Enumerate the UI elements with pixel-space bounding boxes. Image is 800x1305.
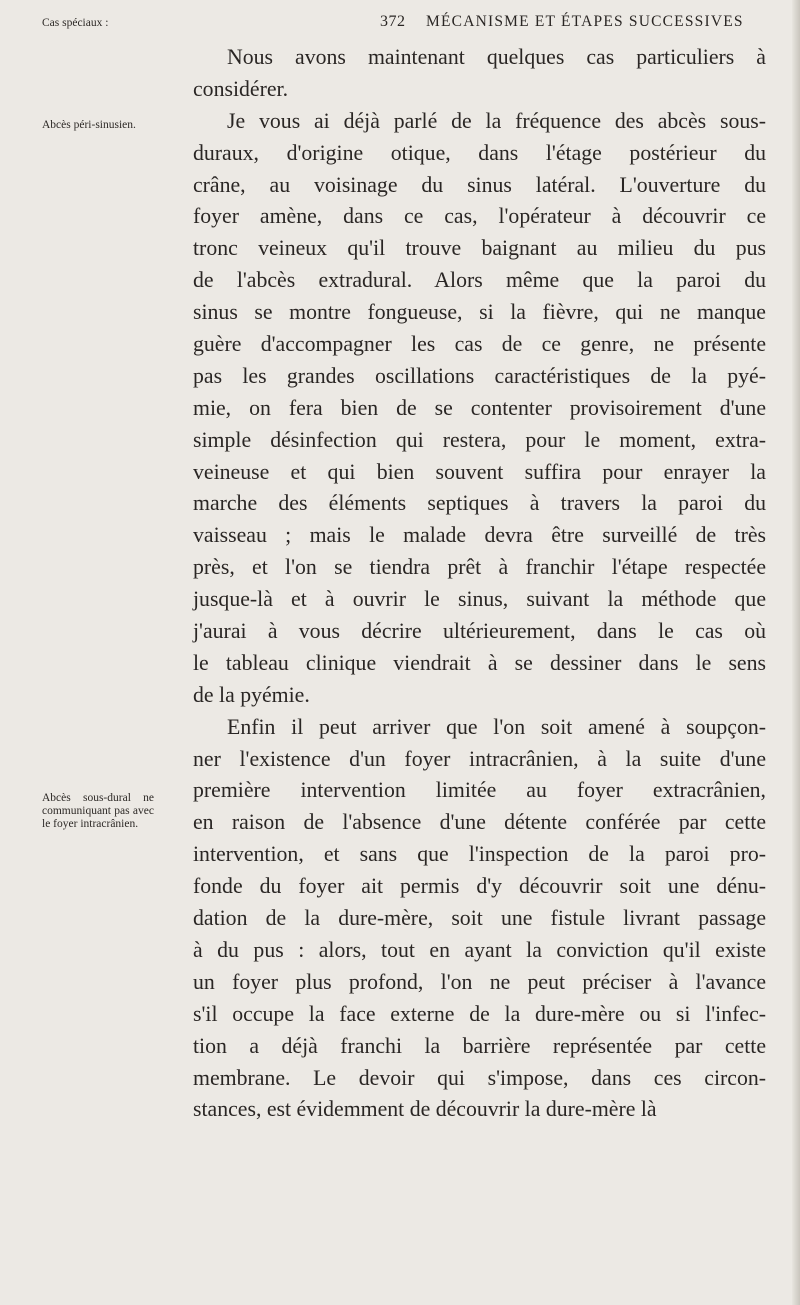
text-line: stances, est évidemment de découvrir la dure-mère là bbox=[193, 1097, 657, 1122]
margin-note-cas-speciaux: Cas spéciaux : bbox=[42, 17, 109, 29]
paragraph bbox=[193, 42, 766, 106]
text-line: fonde du foyer ait permis d'y découvrir soit une dénu- bbox=[193, 874, 766, 899]
text-line: mie, on fera bien de se contenter provisoirement d'une bbox=[193, 395, 766, 420]
paragraph bbox=[193, 712, 766, 1127]
paragraph bbox=[193, 106, 766, 712]
margin-note-abces-peri-sinusien: Abcès péri-sinusien. bbox=[42, 119, 136, 131]
margin-note-abces-sous-dural: Abcès sous-dural ne communiquant pas avec le foyer intracrânien. bbox=[42, 792, 154, 830]
text-line: intervention, et sans que l'inspection de la paroi pro- bbox=[193, 842, 766, 867]
text-line: ner l'existence d'un foyer intracrânien, à la suite d'une bbox=[193, 746, 766, 771]
body-text bbox=[193, 42, 766, 1126]
text-line: Je vous ai déjà parlé de la fréquence des abcès sous- bbox=[227, 108, 766, 133]
text-line: foyer amène, dans ce cas, l'opérateur à découvrir ce bbox=[193, 204, 766, 229]
text-line: veineuse et qui bien souvent suffira pour enrayer la bbox=[193, 459, 766, 484]
page-edge bbox=[792, 0, 800, 1305]
text-line: crâne, au voisinage du sinus latéral. L'ouverture du bbox=[193, 172, 766, 197]
text-line: tronc veineux qu'il trouve baignant au milieu du pus bbox=[193, 236, 766, 261]
text-line: de l'abcès extradural. Alors même que la paroi du bbox=[193, 268, 766, 293]
text-line: vaisseau ; mais le malade devra être surveillé de très bbox=[193, 523, 766, 548]
text-line: dation de la dure-mère, soit une fistule livrant passage bbox=[193, 906, 766, 931]
text-line: simple désinfection qui restera, pour le moment, extra- bbox=[193, 427, 766, 452]
text-line: le tableau clinique viendrait à se dessiner dans le sens bbox=[193, 650, 766, 675]
text-line: à du pus : alors, tout en ayant la conviction qu'il existe bbox=[193, 937, 766, 962]
text-line: j'aurai à vous décrire ultérieurement, dans le cas où bbox=[193, 619, 766, 644]
text-line: Nous avons maintenant quelques cas particuliers à bbox=[227, 45, 766, 69]
running-title: MÉCANISME ET ÉTAPES SUCCESSIVES bbox=[426, 13, 744, 30]
page-number: 372 bbox=[380, 13, 406, 30]
text-line: duraux, d'origine otique, dans l'étage postérieur du bbox=[193, 140, 766, 165]
text-line: de la pyémie. bbox=[193, 682, 310, 707]
text-line: s'il occupe la face externe de la dure-mère ou si l'infec- bbox=[193, 1001, 766, 1026]
text-line: tion a déjà franchi la barrière représentée par cette bbox=[193, 1033, 766, 1058]
text-line: près, et l'on se tiendra prêt à franchir l'étape respectée bbox=[193, 555, 766, 580]
text-line: en raison de l'absence d'une détente conférée par cette bbox=[193, 810, 766, 835]
text-line: pas les grandes oscillations caractéristiques de la pyé- bbox=[193, 363, 766, 388]
text-line: jusque-là et à ouvrir le sinus, suivant la méthode que bbox=[193, 587, 766, 612]
text-line: membrane. Le devoir qui s'impose, dans ces circon- bbox=[193, 1065, 766, 1090]
text-line: Enfin il peut arriver que l'on soit amené à soupçon- bbox=[227, 714, 766, 739]
text-line: marche des éléments septiques à travers la paroi du bbox=[193, 491, 766, 516]
text-line: considérer. bbox=[193, 76, 289, 101]
text-line: sinus se montre fongueuse, si la fièvre, qui ne manque bbox=[193, 300, 766, 325]
text-line: un foyer plus profond, l'on ne peut préciser à l'avance bbox=[193, 969, 766, 994]
text-line: guère d'accompagner les cas de ce genre, ne présente bbox=[193, 332, 766, 357]
text-line: première intervention limitée au foyer extracrânien, bbox=[193, 778, 766, 803]
